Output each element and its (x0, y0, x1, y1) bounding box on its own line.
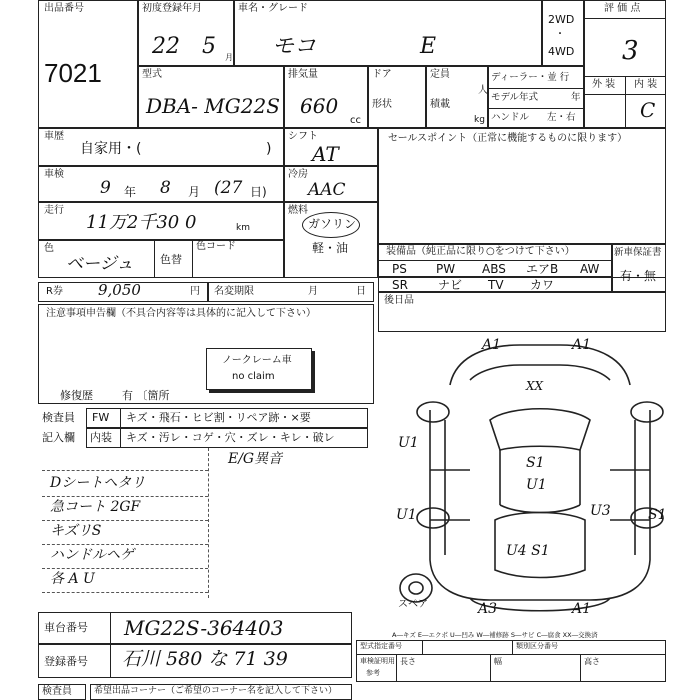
mark-a3: A3 (478, 601, 498, 617)
sales-point-label: セールスポイント（正常に機能するものに限ります） (388, 133, 628, 144)
spare-label: スペア (398, 599, 428, 610)
plate-value: 石川 580 な 71 39 (122, 648, 288, 670)
history-value: 自家用・( (80, 141, 142, 157)
displacement-unit: cc (350, 115, 361, 126)
chassis-label: 車台番号 (44, 621, 88, 634)
entry-label: 記入欄 (42, 431, 75, 444)
inspector-fw: FW (92, 411, 110, 424)
load-unit: kg (474, 115, 485, 125)
equip-sr: SR (392, 278, 408, 292)
lot-number: 7021 (44, 58, 102, 88)
inspector-int: 内装 (90, 431, 112, 444)
inspection-day: (27 (214, 178, 243, 198)
mark-s1-top: S1 (526, 455, 545, 471)
mark-a1-left: A1 (482, 337, 502, 353)
inspector-int-text: キズ・汚レ・コゲ・穴・ズレ・キレ・破レ (126, 431, 335, 444)
equip-tv: TV (488, 278, 504, 292)
drive-2wd: 2WD (548, 13, 575, 26)
type-label: 型式 (142, 69, 162, 80)
fuel-label: 燃料 (288, 205, 308, 216)
equip-navi: ナビ (438, 278, 463, 292)
chassis-value: MG22S-364403 (124, 616, 284, 640)
history-label: 車歴 (44, 131, 64, 142)
name-change-label: 名変期限 (214, 286, 254, 297)
fuel-diesel: 軽・油 (312, 241, 349, 255)
equipment-label: 装備品（純正品に限り○をつけて下さい） (386, 246, 575, 257)
mileage-value: 11万2千30 0 (86, 212, 197, 233)
mark-u1-mid: U1 (526, 477, 547, 493)
drive-dot: ・ (555, 29, 565, 40)
color-change-label: 色替 (160, 253, 182, 266)
mileage-label: 走行 (44, 205, 64, 216)
footer-request: 希望出品コーナー（ご希望のコーナー名を記入して下さい） (94, 686, 338, 696)
dealer-row3-value: 左・右 (547, 112, 576, 123)
note-seat: Dシートヘタリ (50, 475, 146, 491)
equip-aw: AW (580, 262, 600, 276)
equip-pw: PW (436, 262, 456, 276)
shift-value: AT (312, 142, 339, 166)
model-name: モコ (272, 34, 317, 59)
history-close: ) (266, 141, 272, 157)
displacement-value: 660 (300, 94, 339, 118)
shift-label: シフト (288, 131, 318, 142)
mark-u1-lower-left: U1 (396, 507, 417, 523)
notes-label: 注意事項申告欄（不具合内容等は具体的に記入して下さい） (46, 308, 316, 319)
inspection-year-unit: 年 (124, 185, 137, 199)
lot-label: 出品番号 (44, 3, 84, 14)
inspection-month-unit: 月 (188, 185, 201, 199)
footer-reference: 参考 (366, 669, 380, 677)
inspector-fw-text: キズ・飛石・ヒビ割・リペア跡・×要 (126, 411, 311, 424)
footer-length: 長さ (400, 657, 416, 666)
dealer-row3: ハンドル (491, 112, 530, 123)
fuel-gasoline: ガソリン (308, 217, 357, 231)
load-label: 積載 (430, 99, 450, 110)
aircon-label: 冷房 (288, 169, 308, 180)
capacity-unit: 人 (478, 85, 488, 96)
aircon-value: AAC (308, 180, 346, 200)
no-claim-stamp-line2: no claim (232, 371, 275, 382)
type-code: DBA- MG22S (146, 94, 280, 118)
mark-a1-bottom: A1 (572, 601, 592, 617)
footer-width: 幅 (494, 657, 502, 666)
footer-height: 高さ (584, 657, 600, 666)
equip-airbag: エアB (526, 262, 559, 276)
doors-label: ドア (372, 69, 392, 80)
color-code-label: 色コード (196, 241, 236, 252)
registration-month: 5 (202, 34, 216, 59)
dealer-row1: ディーラー・並 行 (491, 72, 570, 83)
recycle-label: R券 (46, 286, 63, 297)
note-engine: E/G異音 (228, 451, 283, 467)
mark-xx: XX (526, 379, 544, 393)
mark-s1-right: S1 (648, 507, 667, 523)
inspection-month: 8 (160, 178, 171, 198)
inspector-label: 検査員 (42, 411, 75, 424)
dealer-row2-unit: 年 (571, 92, 581, 103)
mark-a1-right: A1 (572, 337, 592, 353)
drive-4wd: 4WD (548, 45, 575, 58)
mark-u4s1: U4 S1 (506, 543, 550, 559)
name-change-month: 月 (308, 286, 318, 297)
displacement-label: 排気量 (288, 69, 318, 80)
score-label: 評 価 点 (604, 3, 641, 14)
registration-label: 初度登録年月 (142, 3, 202, 14)
warranty-label: 新車保証書 (614, 247, 662, 258)
recycle-value: 9,050 (98, 281, 141, 299)
color-value: ベージュ (66, 254, 134, 274)
recycle-unit: 円 (190, 286, 200, 297)
note-coat: 急コート 2GF (50, 499, 141, 515)
inspection-day-unit: 日) (250, 185, 267, 199)
damage-legend: A―キズ E―エクボ U―凹み W―補修跡 S―サビ C―腐食 XX―交換済 (392, 631, 598, 639)
registration-month-unit: 月 (225, 53, 233, 62)
repair-label: 修復歴 (60, 389, 93, 402)
footer-class-no: 類別区分番号 (516, 642, 558, 650)
repair-value: 有 〔箇所 (122, 389, 170, 402)
mark-u3: U3 (590, 503, 611, 519)
footer-inspector: 検査員 (42, 686, 72, 697)
footer-cert-type: 型式指定番号 (360, 642, 402, 650)
shape-label: 形状 (372, 99, 392, 110)
score-interior-label: 内 装 (634, 79, 658, 90)
note-scratch: キズリS (50, 523, 102, 539)
model-label: 車名・グレード (238, 3, 308, 14)
footer-cert-label: 車検証明用 (360, 657, 395, 665)
equip-abs: ABS (482, 262, 506, 276)
capacity-label: 定員 (430, 69, 450, 80)
later-date-label: 後日品 (384, 295, 414, 306)
mark-u1-left: U1 (398, 435, 419, 451)
note-handle: ハンドルヘゲ (50, 547, 134, 563)
equip-ps: PS (392, 262, 407, 276)
no-claim-stamp-line1: ノークレーム車 (222, 355, 292, 366)
plate-label: 登録番号 (44, 655, 88, 668)
score-exterior-label: 外 装 (592, 79, 616, 90)
inspection-year: 9 (100, 178, 111, 198)
registration-year: 22 (152, 34, 180, 59)
inspection-label: 車検 (44, 169, 64, 180)
model-grade: E (420, 34, 437, 59)
name-change-day: 日 (356, 286, 366, 297)
color-label: 色 (44, 243, 54, 254)
warranty-value: 有・無 (620, 269, 657, 283)
note-various: 各 A U (50, 571, 95, 587)
equip-leather: カワ (530, 278, 555, 292)
score-value: 3 (622, 36, 639, 66)
mileage-unit: km (236, 223, 250, 233)
score-interior-value: C (640, 98, 656, 122)
dealer-row2: モデル年式 (491, 92, 539, 103)
